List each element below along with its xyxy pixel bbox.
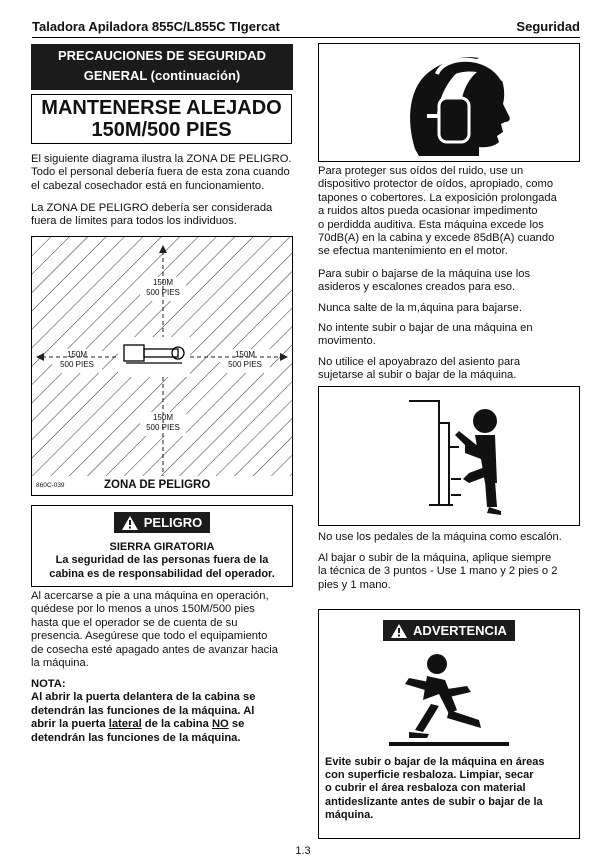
document-title: Taladora Apiladora 855C/L855C TIgercat	[32, 19, 280, 34]
jump-paragraph	[318, 302, 588, 315]
text-span: de la cabina	[141, 718, 212, 731]
precautions-title	[31, 44, 293, 90]
text-line: dispositivo protector de oídos, apropiado, como	[318, 178, 554, 191]
warning-triangle-icon	[391, 624, 407, 638]
text-line: movimento.	[318, 335, 376, 348]
text-line: asideros y escalones creados para eso.	[318, 281, 516, 294]
dist-label-right	[220, 350, 270, 370]
warning-signal-row	[319, 620, 579, 643]
text-line: o perdidda auditiva. Esta máquina excede los	[318, 218, 544, 231]
underlined-text: NO	[211, 718, 229, 731]
dist-label-bottom	[139, 413, 187, 433]
keep-away-title	[31, 94, 292, 144]
dist-label-left	[52, 350, 102, 370]
text-line: hasta que el operador se de cuenta de su	[31, 616, 238, 629]
text-line: a ruidos altos pueda ocasionar impedimento	[318, 205, 538, 218]
text-line: cabina es de responsabilidad del operador.	[49, 567, 275, 580]
text-line: Nunca salte de la m,áquina para bajarse.	[318, 302, 522, 314]
text-line: No utilice el apoyabrazo del asiento para	[318, 356, 521, 368]
danger-signal-row	[32, 512, 292, 535]
hearing-paragraph	[318, 165, 588, 259]
zone-paragraph	[31, 202, 296, 229]
warning-box	[318, 609, 580, 839]
text-line: Al acercarse a pie a una máquina en operación,	[31, 590, 269, 602]
pedals-paragraph	[318, 531, 593, 544]
text-line: de cosecha esté apagado antes de avanzar hacia	[31, 643, 278, 656]
warning-triangle-icon	[122, 516, 138, 530]
climbing-figure	[318, 386, 580, 526]
diagram-caption-bar	[32, 476, 292, 495]
text-line	[31, 718, 301, 731]
text-line: pies y 1 mano.	[318, 578, 391, 591]
dist-unit: 500 PIES	[146, 288, 180, 297]
text-line: el cabezal cosechador está en funcionamiento.	[31, 179, 265, 192]
diagram-caption: ZONA DE PELIGRO	[104, 479, 211, 491]
text-line: 70dB(A) en la cabina y excede 85dB(A) cuando	[318, 232, 555, 245]
climbing-person-icon	[319, 387, 579, 525]
dist-unit: 500 PIES	[228, 360, 262, 369]
text-line: No use los pedales de la máquina como escalón.	[318, 531, 562, 543]
text-line: detendrán las funciones de la máquina.	[31, 731, 241, 744]
text-line: Al bajar o subir de la máquina, aplique siempre	[318, 552, 552, 564]
danger-zone-diagram	[31, 236, 293, 496]
text-line: se efectua mantenimiento en el motor.	[318, 245, 508, 258]
dist-unit: 500 PIES	[60, 360, 94, 369]
dist-value: 150M	[152, 413, 173, 422]
text-line: con superficie resbaloza. Limpiar, secar	[325, 769, 534, 782]
text-span: abrir la puerta	[31, 718, 109, 731]
steps-paragraph	[318, 268, 588, 295]
text-line: Para subir o bajarse de la máquina use los	[318, 268, 531, 280]
danger-subtitle: SIERRA GIRATORIA	[109, 540, 215, 553]
text-span: se	[228, 718, 245, 731]
slip-fall-icon	[379, 650, 519, 750]
text-line: quédese por lo menos a unos 150M/500 pies	[31, 603, 255, 616]
hearing-protection-figure	[318, 43, 580, 162]
text-line: Para proteger sus oídos del ruido, use un	[318, 165, 524, 177]
text-line: máquina.	[325, 808, 374, 821]
figure-code: 860C-039	[36, 482, 65, 489]
note-label: NOTA:	[31, 678, 66, 690]
text-line: fuera de límites para todos los individuos.	[31, 215, 237, 228]
armrest-paragraph	[318, 356, 588, 383]
danger-signal	[114, 512, 211, 533]
moving-paragraph	[318, 322, 588, 349]
text-line: Evite subir o bajar de la máquina en áreas	[325, 756, 545, 768]
warning-signal	[383, 620, 515, 641]
danger-text	[32, 541, 292, 582]
precautions-title-line-1: PRECAUCIONES DE SEGURIDAD	[57, 48, 267, 63]
text-line: la máquina.	[31, 657, 89, 670]
keep-away-line-2: 150M/500 PIES	[91, 119, 232, 141]
precautions-title-line-2: GENERAL (continuación)	[83, 68, 241, 83]
note-block	[31, 678, 301, 745]
text-line: La ZONA DE PELIGRO debería ser considerada	[31, 202, 273, 214]
warning-text	[325, 756, 575, 822]
approach-paragraph	[31, 590, 301, 670]
dist-value: 150M	[66, 350, 87, 359]
text-line: o cubrir el área resbaloza con material	[325, 782, 526, 795]
text-line: detendrán las funciones de la máquina. Al	[31, 704, 255, 717]
warning-signal-text: ADVERTENCIA	[413, 623, 507, 638]
dist-unit: 500 PIES	[146, 423, 180, 432]
text-line: La seguridad de las personas fuera de la	[55, 554, 269, 566]
text-line: Todo el personal debería fuera de esta zona cuando	[31, 166, 290, 179]
three-point-paragraph	[318, 552, 588, 592]
text-line: El siguiente diagrama ilustra la ZONA DE PELIGRO.	[31, 153, 292, 165]
text-line: sujetarse al subir o bajar de la máquina.	[318, 369, 517, 382]
text-line: la técnica de 3 puntos - Use 1 mano y 2 pies o 2	[318, 565, 558, 578]
ear-protection-icon	[319, 44, 579, 161]
danger-signal-text: PELIGRO	[143, 515, 203, 530]
dist-value: 150M	[152, 278, 173, 287]
text-line: antideslizante antes de subir o bajar de la	[325, 795, 543, 808]
dist-label-top	[139, 278, 187, 298]
section-title: Seguridad	[516, 19, 580, 34]
text-line: tapones o cobertores. La exposición prolongada	[318, 191, 557, 204]
text-line: Al abrir la puerta delantera de la cabina se	[31, 691, 256, 704]
intro-paragraph	[31, 153, 296, 193]
danger-box	[31, 505, 293, 587]
text-line: presencia. Asegúrese que todo el equipamiento	[31, 630, 268, 643]
dist-value: 150M	[234, 350, 255, 359]
text-line: No intente subir o bajar de una máquina en	[318, 322, 533, 334]
keep-away-line-1: MANTENERSE ALEJADO	[41, 97, 282, 119]
underlined-text: lateral	[108, 718, 142, 731]
page-number: 1.3	[295, 845, 311, 857]
page-header	[32, 17, 580, 38]
